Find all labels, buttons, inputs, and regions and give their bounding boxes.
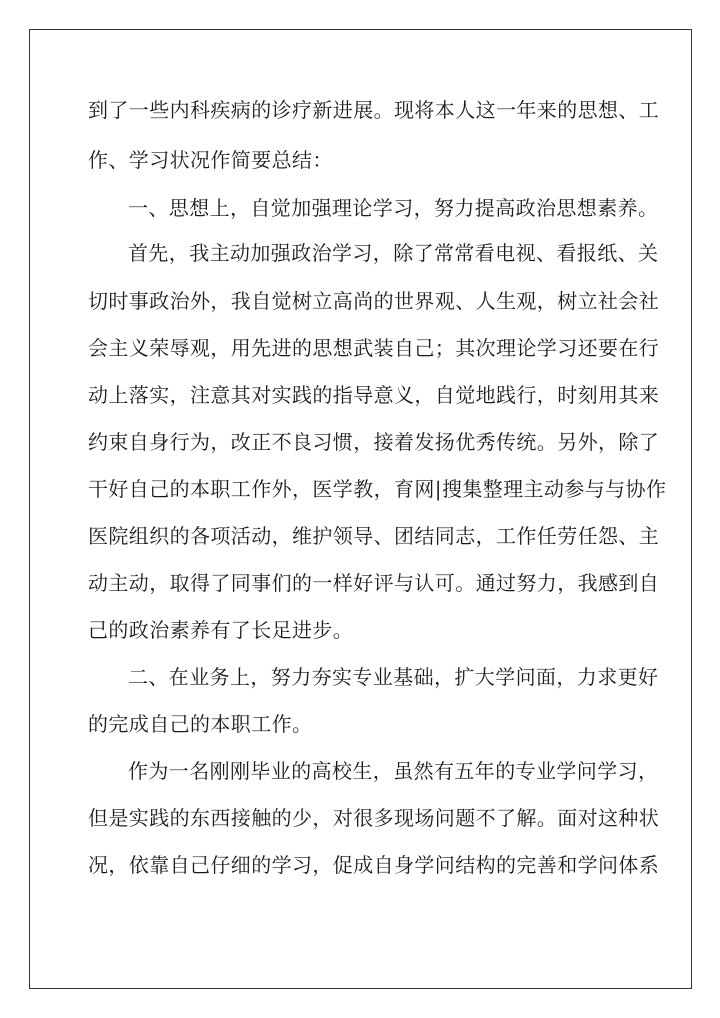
text-line: 作为一名刚刚毕业的高校生，虽然有五年的专业学问学习， <box>128 759 659 783</box>
text-line: 动主动，取得了同事们的一样好评与认可。通过努力，我感到自 <box>88 571 660 595</box>
section-heading: 一、思想上，自觉加强理论学习，努力提高政治思想素养。 <box>128 196 659 220</box>
text-line: 医院组织的各项活动，维护领导、团结同志，工作任劳任怨、主 <box>88 524 660 548</box>
text-line: 况，依靠自己仔细的学习，促成自身学问结构的完善和学问体系 <box>88 853 660 877</box>
text-line: 切时事政治外，我自觉树立高尚的世界观、人生观，树立社会社 <box>88 289 660 313</box>
text-line: 作、学习状况作简要总结： <box>88 148 333 172</box>
text-line: 干好自己的本职工作外，医学教，育网|搜集整理主动参与与协作 <box>88 477 667 501</box>
text-line: 动上落实，注意其对实践的指导意义，自觉地践行，时刻用其来 <box>88 383 660 407</box>
section-heading: 二、在业务上，努力夯实专业基础，扩大学问面，力求更好 <box>128 665 659 689</box>
text-line: 约束自身行为，改正不良习惯，接着发扬优秀传统。另外，除了 <box>88 430 660 454</box>
page-border <box>29 29 692 989</box>
text-line: 首先，我主动加强政治学习，除了常常看电视、看报纸、关 <box>128 241 659 265</box>
section-heading: 的完成自己的本职工作。 <box>88 712 313 736</box>
text-line: 到了一些内科疾病的诊疗新进展。现将本人这一年来的思想、工 <box>88 98 660 122</box>
text-line: 会主义荣辱观，用先进的思想武装自己；其次理论学习还要在行 <box>88 336 660 360</box>
text-line: 但是实践的东西接触的少，对很多现场问题不了解。面对这种状 <box>88 806 660 830</box>
text-line: 己的政治素养有了长足进步。 <box>88 618 354 642</box>
